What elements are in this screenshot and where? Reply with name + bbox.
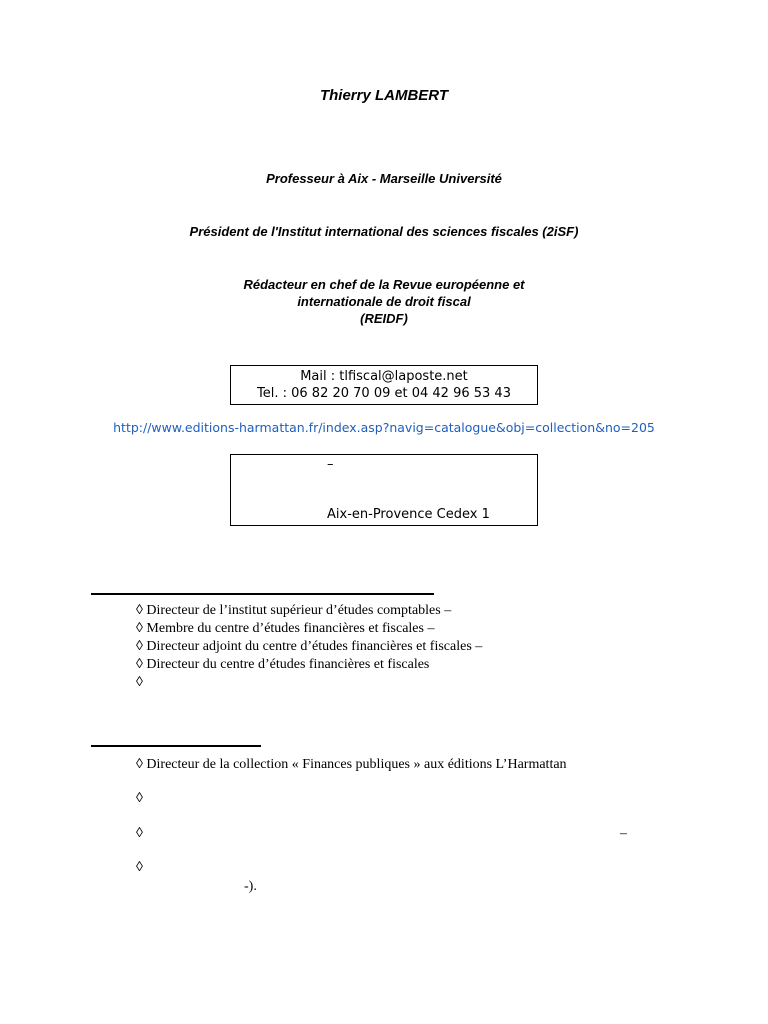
title-editor (0, 276, 768, 327)
editor-line-1: Rédacteur en chef de la Revue européenne et (243, 277, 525, 292)
address-box (230, 454, 538, 526)
section-1-list (136, 602, 482, 692)
list-item-collection: ◊ Directeur de la collection « Finances publiques » aux éditions L’Harmattan (136, 757, 567, 772)
section-2-rule (91, 745, 261, 747)
title-president: Président de l'Institut international des sciences fiscales (2iSF) (189, 224, 579, 239)
harmattan-collection-link[interactable]: http://www.editions-harmattan.fr/index.asp?navig=catalogue&obj=collection&no=205 (113, 420, 655, 435)
contact-box (230, 365, 538, 405)
list-item: ◊ (136, 791, 143, 806)
address-dash: – (327, 457, 334, 472)
list-item: ◊ (136, 860, 143, 875)
list-item: ◊ Directeur adjoint du centre d’études financières et fiscales – (136, 639, 483, 654)
list-item: ◊ Directeur du centre d’études financières et fiscales (136, 657, 430, 672)
section-1-rule (91, 593, 434, 595)
list-item: ◊ Directeur de l’institut supérieur d’études comptables – (136, 603, 452, 618)
address-city: Aix-en-Provence Cedex 1 (327, 507, 490, 522)
editor-line-3: (REIDF) (360, 311, 408, 326)
contact-mail: Mail : tlfiscal@laposte.net (300, 369, 468, 384)
title-professor: Professeur à Aix - Marseille Université (266, 171, 502, 186)
list-item: ◊ (136, 826, 143, 841)
list-item: ◊ (136, 675, 143, 690)
contact-phone: Tel. : 06 82 20 70 09 et 04 42 96 53 43 (257, 386, 511, 401)
list-item-dash: – (620, 826, 627, 841)
list-item: ◊ Membre du centre d’études financières et fiscales – (136, 621, 435, 636)
list-item-tail: -). (244, 879, 257, 894)
editor-line-2: internationale de droit fiscal (297, 294, 471, 309)
author-name: Thierry LAMBERT (319, 87, 449, 104)
